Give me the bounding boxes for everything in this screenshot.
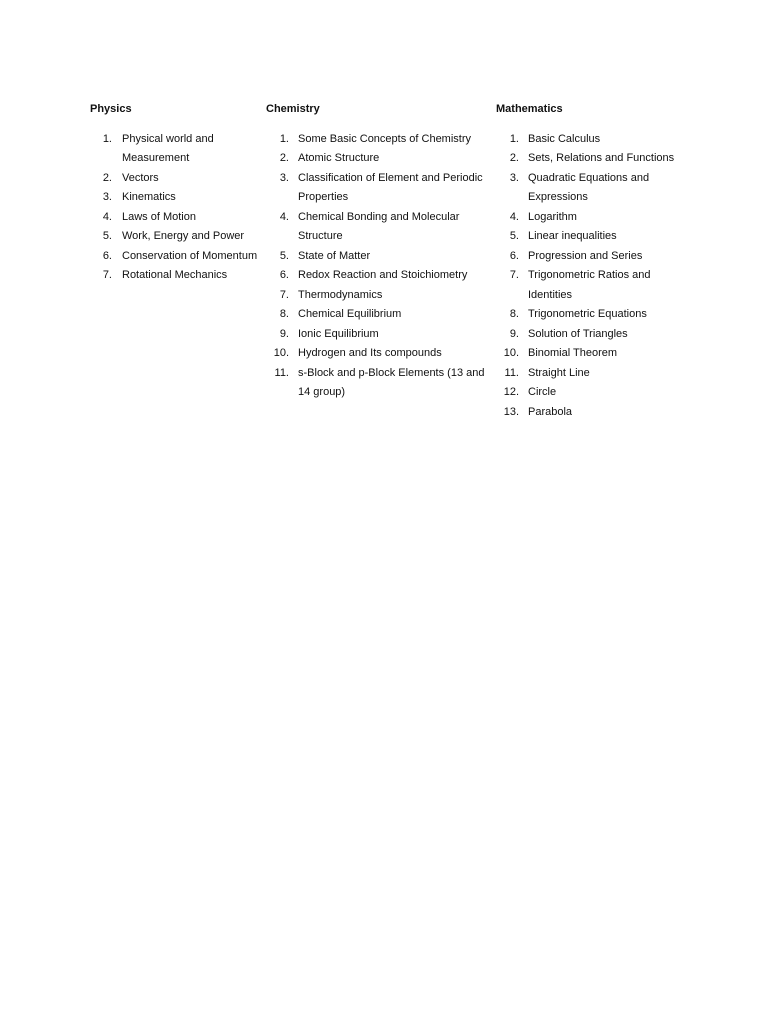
item-number: 5. <box>279 249 289 262</box>
item-text: Conservation of Momentum <box>122 249 258 262</box>
item-number: 8. <box>509 308 519 320</box>
item-text: Work, Energy and Power <box>122 230 245 242</box>
list-item <box>496 403 676 423</box>
item-number: 5. <box>102 230 112 242</box>
item-text: Atomic Structure <box>298 152 380 164</box>
list-item <box>266 325 491 345</box>
item-number: 12. <box>503 386 519 398</box>
item-number: 13. <box>503 405 519 418</box>
item-text: Classification of Element and Periodic Properties <box>298 171 483 203</box>
item-text: Thermodynamics <box>298 288 383 301</box>
list-item <box>496 344 676 364</box>
item-number: 1. <box>509 132 519 145</box>
item-number: 3. <box>102 191 112 203</box>
list-item <box>266 169 491 208</box>
list-item <box>496 305 676 325</box>
list-item <box>90 130 260 169</box>
list-item <box>266 364 491 403</box>
item-text: Circle <box>528 386 557 398</box>
list-item <box>496 227 676 247</box>
list-item <box>496 247 676 267</box>
item-number: 4. <box>509 210 519 223</box>
item-number: 3. <box>509 171 519 184</box>
item-number: 1. <box>102 132 112 145</box>
item-text: Kinematics <box>122 191 176 203</box>
item-text: Solution of Triangles <box>528 327 628 340</box>
list-item <box>266 286 491 306</box>
item-number: 2. <box>102 171 112 184</box>
item-text: Progression and Series <box>528 249 643 262</box>
item-text: Rotational Mechanics <box>122 269 228 281</box>
item-number: 7. <box>102 269 112 281</box>
item-number: 11. <box>274 366 289 379</box>
item-text: Parabola <box>528 405 573 418</box>
list-item <box>496 383 676 403</box>
item-number: 6. <box>279 269 289 281</box>
list-item <box>266 130 491 150</box>
list-item <box>90 188 260 208</box>
item-text: State of Matter <box>298 249 371 262</box>
list-item <box>496 208 676 228</box>
list-item <box>90 208 260 228</box>
item-text: Physical world and Measurement <box>122 132 214 164</box>
item-number: 2. <box>279 152 289 164</box>
chemistry-topic-list <box>266 130 491 403</box>
item-number: 5. <box>509 230 519 242</box>
item-number: 4. <box>279 210 289 223</box>
item-number: 4. <box>102 210 112 223</box>
item-number: 9. <box>279 327 289 340</box>
list-item <box>496 364 676 384</box>
list-item <box>90 169 260 189</box>
item-text: s-Block and p-Block Elements (13 and 14 group) <box>298 366 485 398</box>
item-number: 8. <box>279 308 289 320</box>
list-item <box>496 266 676 305</box>
item-text: Logarithm <box>528 210 577 223</box>
list-item <box>90 227 260 247</box>
item-number: 7. <box>279 288 289 301</box>
item-number: 1. <box>279 132 289 145</box>
item-text: Quadratic Equations and Expressions <box>528 171 650 203</box>
physics-column <box>90 100 260 286</box>
item-text: Trigonometric Equations <box>528 308 647 320</box>
item-text: Basic Calculus <box>528 132 601 145</box>
list-item <box>266 247 491 267</box>
item-text: Chemical Equilibrium <box>298 308 402 320</box>
item-number: 3. <box>279 171 289 184</box>
list-item <box>90 266 260 286</box>
item-text: Linear inequalities <box>528 230 617 242</box>
list-item <box>496 149 676 169</box>
chemistry-heading: Chemistry <box>266 103 320 115</box>
list-item <box>496 169 676 208</box>
list-item <box>496 325 676 345</box>
chemistry-column <box>266 100 491 403</box>
item-number: 10. <box>503 347 519 359</box>
item-text: Binomial Theorem <box>528 347 618 359</box>
item-number: 10. <box>273 347 289 359</box>
physics-topic-list <box>90 130 260 286</box>
item-text: Vectors <box>122 171 159 184</box>
item-text: Redox Reaction and Stoichiometry <box>298 269 468 281</box>
list-item <box>496 130 676 150</box>
mathematics-column <box>496 100 676 422</box>
item-text: Straight Line <box>528 366 590 379</box>
list-item <box>266 305 491 325</box>
item-text: Laws of Motion <box>122 210 196 223</box>
list-item <box>266 266 491 286</box>
list-item <box>90 247 260 267</box>
item-number: 7. <box>509 269 519 281</box>
mathematics-heading: Mathematics <box>496 103 563 115</box>
item-number: 6. <box>509 249 519 262</box>
item-text: Sets, Relations and Functions <box>528 152 675 164</box>
physics-heading: Physics <box>90 103 132 115</box>
list-item <box>266 208 491 247</box>
mathematics-topic-list <box>496 130 676 423</box>
item-text: Ionic Equilibrium <box>298 327 379 340</box>
item-number: 9. <box>509 327 519 340</box>
item-text: Some Basic Concepts of Chemistry <box>298 132 472 145</box>
item-number: 11. <box>504 366 519 379</box>
list-item <box>266 344 491 364</box>
item-text: Chemical Bonding and Molecular Structure <box>298 210 460 242</box>
item-text: Hydrogen and Its compounds <box>298 347 442 359</box>
list-item <box>266 149 491 169</box>
item-number: 6. <box>102 249 112 262</box>
item-text: Trigonometric Ratios and Identities <box>528 269 651 301</box>
item-number: 2. <box>509 152 519 164</box>
